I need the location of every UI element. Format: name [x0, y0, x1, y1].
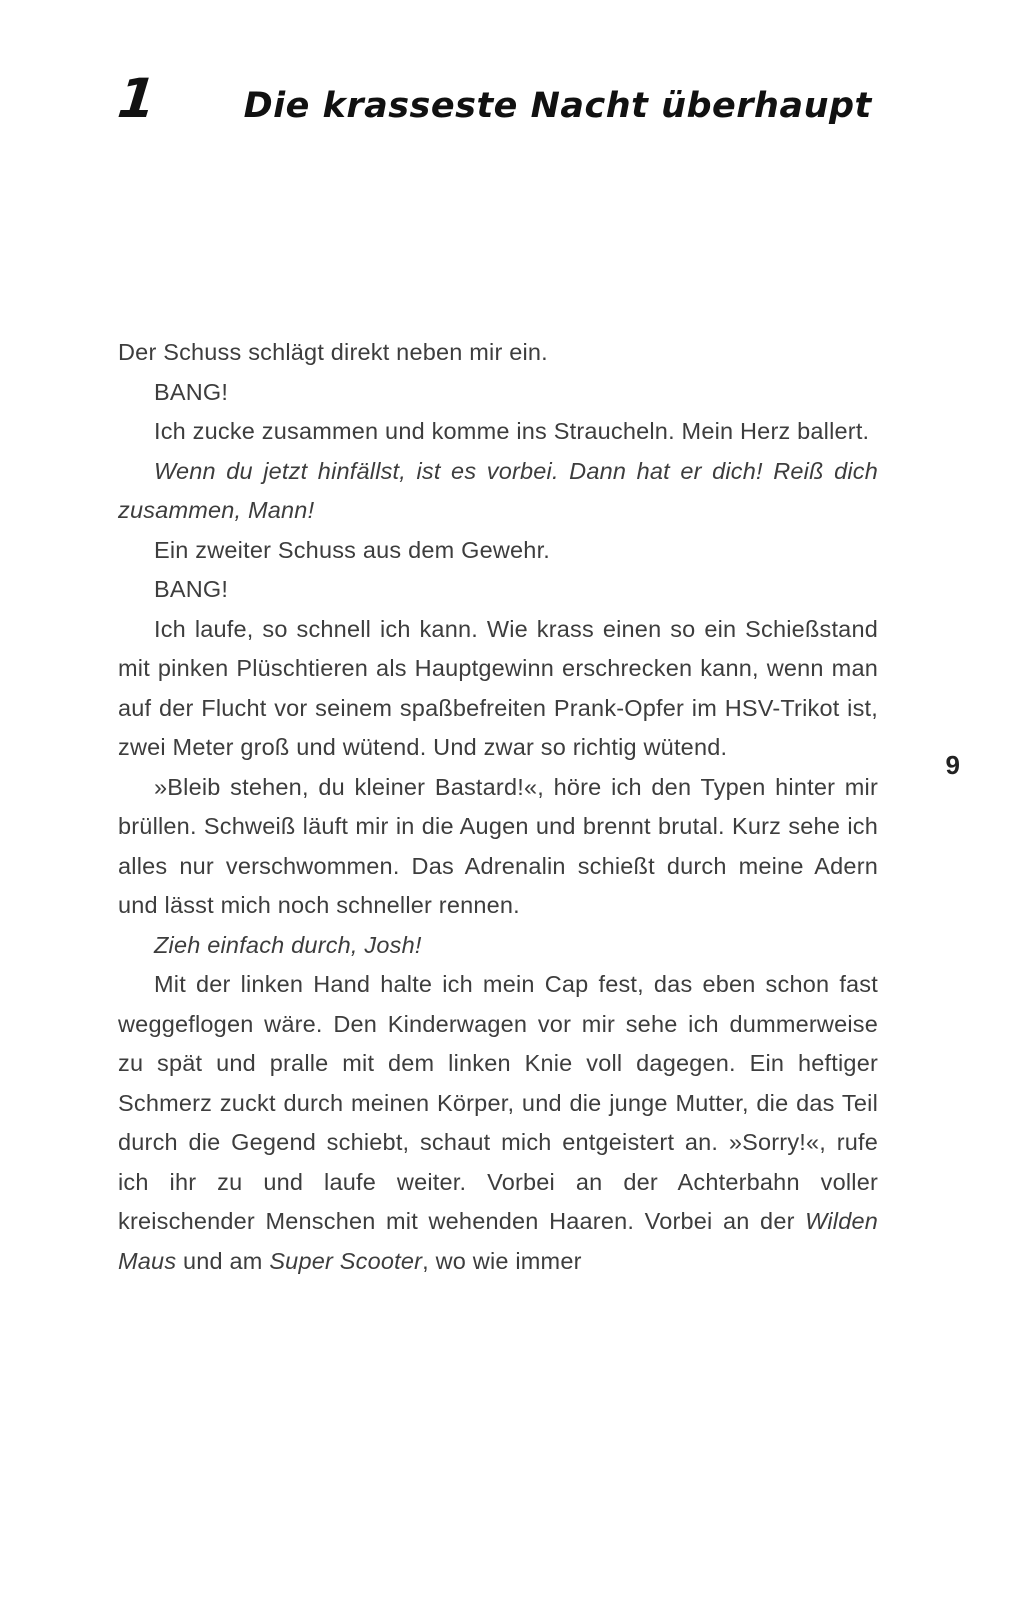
paragraph: [118, 965, 878, 1281]
chapter-number: 1: [114, 67, 159, 130]
text-run: und am: [176, 1247, 270, 1274]
paragraph: [118, 531, 878, 571]
italic-text-run: Wenn du jetzt hinfällst, ist es vorbei. Dann hat er dich! Reiß dich zusammen, Mann!: [118, 457, 878, 523]
body-text: [118, 333, 878, 1281]
text-run: Mit der linken Hand halte ich mein Cap fest, das eben schon fast weggeflogen wäre. Den Kinderwagen vor mir sehe ich dummerweise zu spät und pralle mit dem linken Knie voll dagegen. Ein heftiger Schmerz zuckt durch meinen Körper, und die junge Mutter, die das Teil durch die Gegend schiebt, schaut mich entgeistert an. »Sorry!«, rufe ich ihr zu und laufe weiter. Vorbei an der Achterbahn voller kreischender Menschen mit wehenden Haaren. Vorbei an der: [118, 971, 878, 1234]
text-run: Der Schuss schlägt direkt neben mir ein.: [118, 339, 548, 365]
text-run: »Bleib stehen, du kleiner Bastard!«, höre ich den Typen hinter mir brüllen. Schweiß läuft mir in die Augen und brennt brutal. Kurz sehe ich alles nur verschwommen. Das Adrenalin schießt durch meine Adern und lässt mich noch schneller rennen.: [118, 773, 878, 918]
paragraph: [118, 768, 878, 926]
text-run: Ich laufe, so schnell ich kann. Wie krass einen so ein Schießstand mit pinken Plüschtieren als Hauptgewinn erschrecken kann, wenn man auf der Flucht vor seinem spaßbefreiten Prank-Opfer im HSV-Trikot ist, zwei Meter groß und wütend. Und zwar so richtig wütend.: [118, 615, 878, 760]
paragraph: [118, 373, 878, 413]
text-run: , wo wie immer: [422, 1247, 582, 1274]
page-number: 9: [945, 750, 960, 780]
text-run: Ich zucke zusammen und komme ins Straucheln. Mein Herz ballert.: [154, 418, 870, 444]
text-run: Ein zweiter Schuss aus dem Gewehr.: [154, 536, 551, 563]
paragraph: [118, 570, 878, 610]
paragraph: [118, 412, 878, 452]
italic-text-run: Zieh einfach durch, Josh!: [154, 931, 422, 958]
text-run: BANG!: [154, 378, 229, 405]
paragraph: [118, 926, 878, 966]
chapter-header: [114, 67, 908, 130]
paragraph: [118, 610, 878, 768]
chapter-title: Die krasseste Nacht überhaupt: [243, 86, 872, 126]
paragraph: [118, 333, 878, 373]
italic-text-run: Super Scooter: [269, 1247, 423, 1274]
italic-text-run: Wilden Maus: [118, 1208, 878, 1274]
paragraph: [118, 452, 878, 531]
text-run: BANG!: [154, 576, 229, 602]
